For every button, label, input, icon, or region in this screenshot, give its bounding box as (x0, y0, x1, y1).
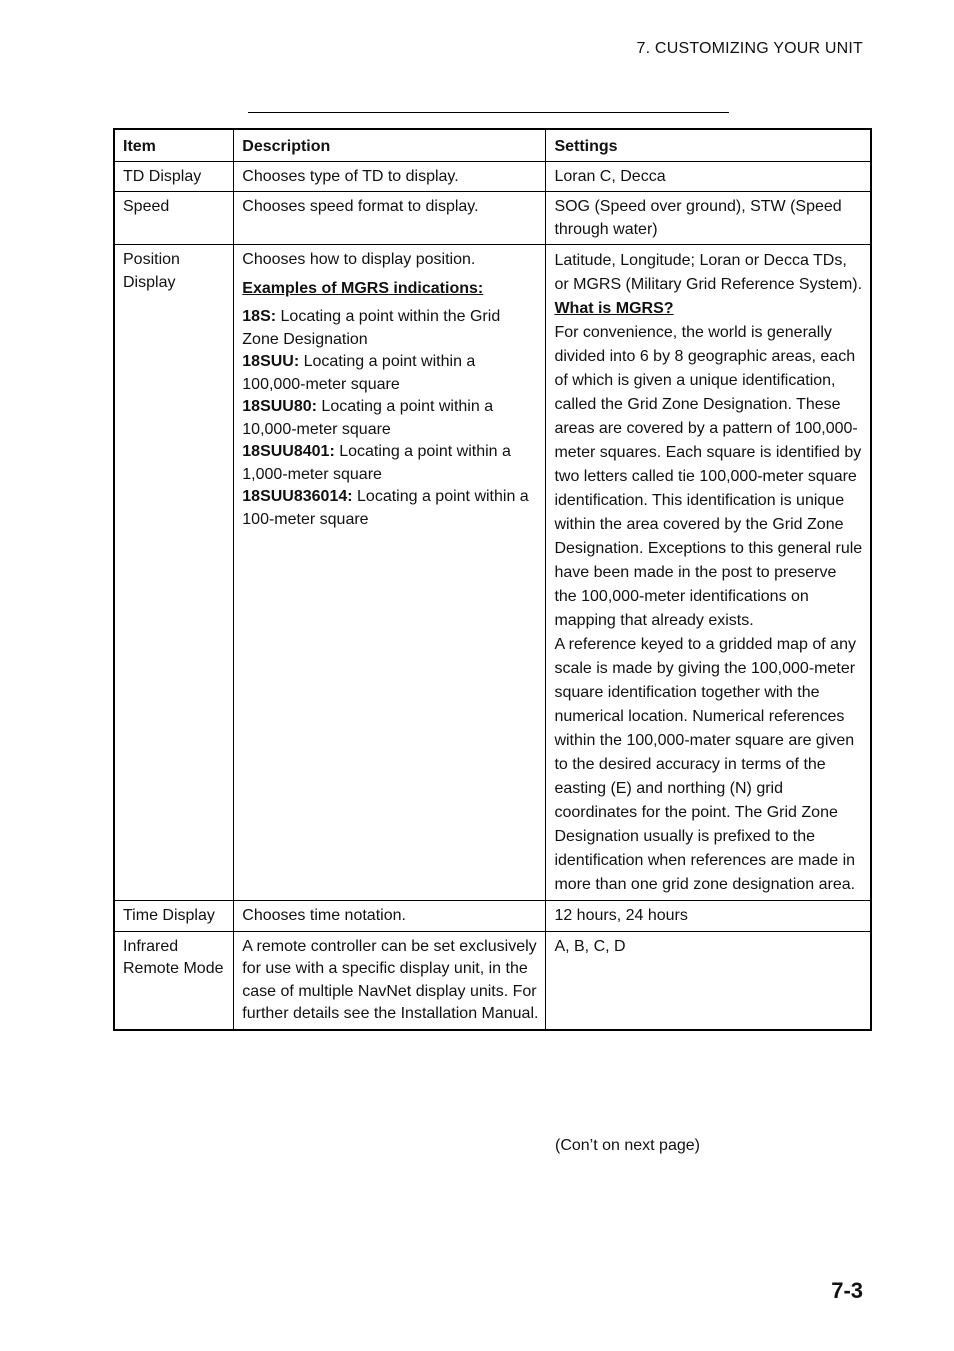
item-cell: Infrared Remote Mode (114, 931, 234, 1030)
page-number: 7-3 (831, 1278, 863, 1303)
mgrs-example (242, 396, 538, 441)
column-header-description: Description (234, 129, 546, 161)
mgrs-example-text: Locating a point within the Grid Zone Designation (242, 308, 501, 348)
mgrs-paragraph-1: For convenience, the world is generally divided into 6 by 8 geographic areas, each of which is given a unique identification, called the Grid Zone Designation. These areas are covered by a pattern of 100,000-meter squares. Each square is identified by two letters called tie 100,000-meter square identification. This identification is unique within the area covered by the Grid Zone Designation. Exceptions to this general rule have been made in the post to preserve the 100,000-meter identifications on mapping that already exists. (554, 324, 863, 629)
settings-cell: Loran C, Decca (546, 161, 871, 192)
settings-cell: A, B, C, D (546, 931, 871, 1030)
item-cell: TD Display (114, 161, 234, 192)
mgrs-example (242, 351, 538, 396)
description-cell: Chooses speed format to display. (234, 192, 546, 245)
mgrs-code: 18SUU: (242, 353, 300, 370)
settings-cell: 12 hours, 24 hours (546, 901, 871, 932)
examples-heading: Examples of MGRS indications: (242, 279, 484, 297)
settings-cell: SOG (Speed over ground), STW (Speed through water) (546, 192, 871, 245)
column-header-settings: Settings (546, 129, 871, 161)
description-cell: Chooses type of TD to display. (234, 161, 546, 192)
item-cell: Position Display (114, 245, 234, 901)
mgrs-code: 18SUU80: (242, 398, 317, 415)
mgrs-example (242, 441, 538, 486)
mgrs-example-text: Locating a point within a 10,000-meter square (242, 398, 494, 438)
mgrs-code: 18S: (242, 308, 277, 325)
table-row-position-display (114, 245, 871, 901)
mgrs-example-text: Locating a point within a 100,000-meter square (242, 353, 476, 393)
description-cell (234, 245, 546, 901)
table-row-time-display (114, 901, 871, 932)
description-cell: A remote controller can be set exclusively for use with a specific display unit, in the case of multiple NavNet display units. For further details see the Installation Manual. (234, 931, 546, 1030)
settings-intro: Latitude, Longitude; Loran or Decca TDs, or MGRS (Military Grid Reference System). (554, 252, 863, 293)
item-cell: Speed (114, 192, 234, 245)
item-cell: Time Display (114, 901, 234, 932)
mgrs-paragraph-2: A reference keyed to a gridded map of any scale is made by giving the 100,000-meter square identification together with the numerical location. Numerical references within the 100,000-mater square are given to the desired accuracy in terms of the easting (E) and northing (N) grid coordinates for the point. The Grid Zone Designation usually is prefixed to the identification when references are made in more than one grid zone designation area. (554, 636, 856, 893)
settings-cell (546, 245, 871, 901)
description-text: Chooses how to display position. (242, 251, 476, 268)
settings-table (113, 128, 872, 1031)
table-header-row (114, 129, 871, 161)
mgrs-code: 18SUU836014: (242, 488, 353, 505)
mgrs-example (242, 486, 538, 531)
description-cell: Chooses time notation. (234, 901, 546, 932)
mgrs-example-text: Locating a point within a 1,000-meter square (242, 443, 511, 483)
table-row-speed (114, 192, 871, 245)
mgrs-heading: What is MGRS? (554, 300, 674, 317)
chapter-header: 7. CUSTOMIZING YOUR UNIT (636, 40, 863, 57)
mgrs-example (242, 306, 538, 351)
column-header-item: Item (114, 129, 234, 161)
header-rule (248, 112, 729, 113)
mgrs-code: 18SUU8401: (242, 443, 335, 460)
table-row-infrared-remote-mode (114, 931, 871, 1030)
continued-note: (Con’t on next page) (555, 1137, 700, 1154)
mgrs-example-text: Locating a point within a 100-meter square (242, 488, 529, 528)
table-row-td-display (114, 161, 871, 192)
